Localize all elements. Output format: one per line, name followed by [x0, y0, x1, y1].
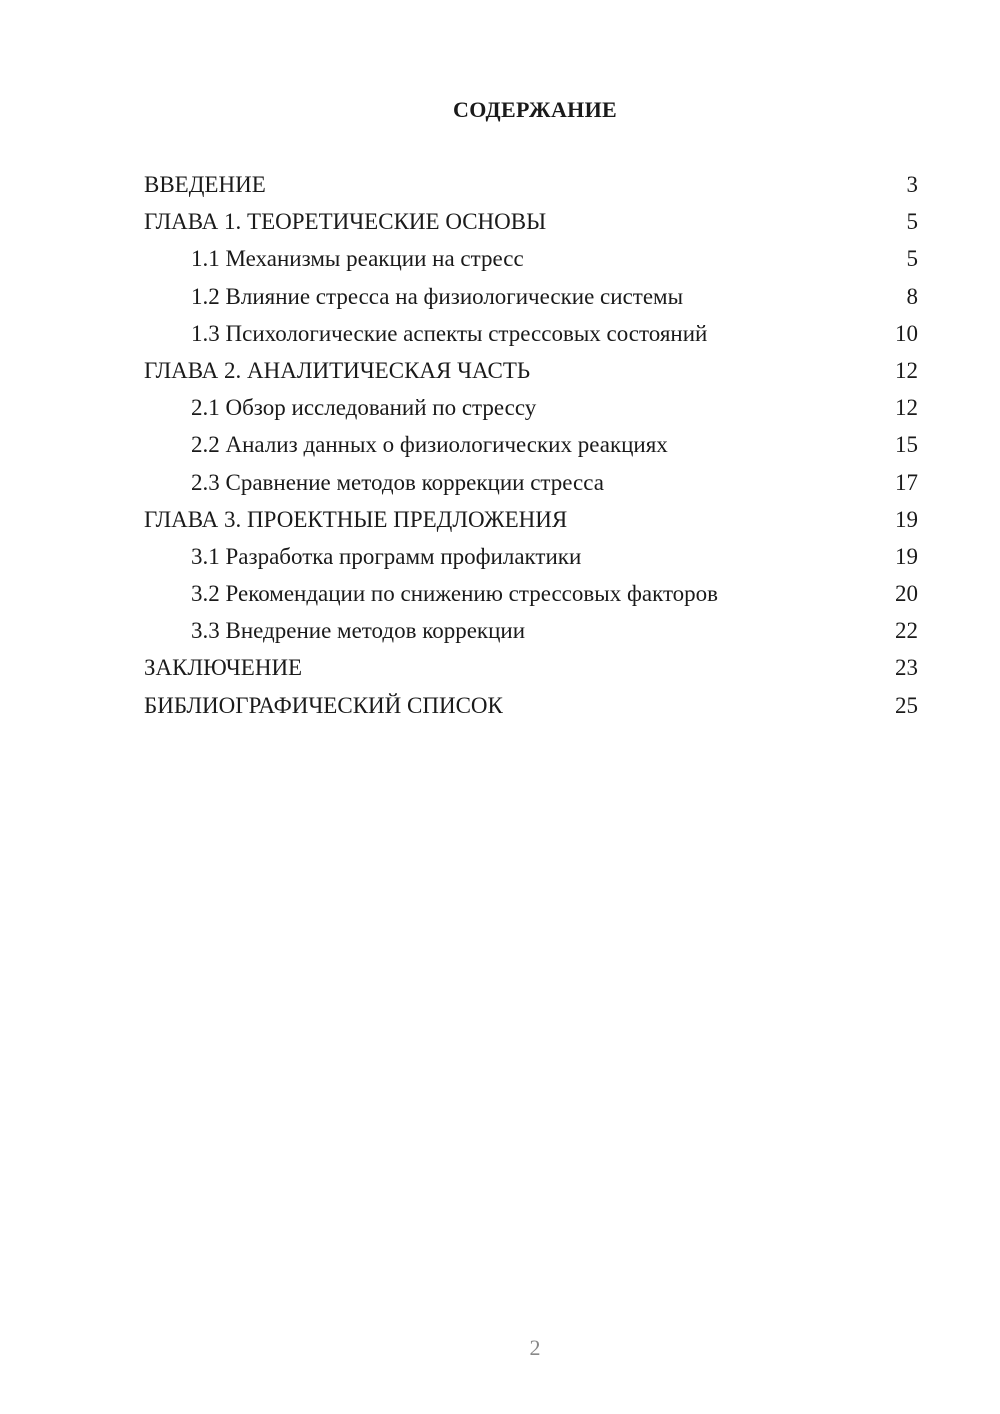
toc-entry-page: 5 [906, 209, 918, 235]
page-number: 2 [529, 1335, 541, 1360]
toc-entry-label: ГЛАВА 2. АНАЛИТИЧЕСКАЯ ЧАСТЬ [144, 357, 531, 383]
page-title: СОДЕРЖАНИЕ [453, 97, 617, 122]
toc-subentry [144, 538, 920, 575]
toc-subentry [144, 575, 920, 612]
toc-subentry [144, 278, 920, 315]
toc-entry-label: 3.1 Разработка программ профилактики [191, 543, 582, 569]
toc-entry-label: ГЛАВА 1. ТЕОРЕТИЧЕСКИЕ ОСНОВЫ [144, 209, 547, 235]
toc-entry-label: 3.3 Внедрение методов коррекции [191, 618, 526, 644]
toc-entry-page: 3 [906, 172, 918, 197]
toc-entry [144, 687, 920, 724]
toc-entry-page: 12 [895, 395, 918, 421]
toc-entry-page: 10 [895, 320, 918, 346]
toc-entry-page: 12 [895, 357, 918, 383]
toc-entry [144, 166, 920, 203]
toc-entry [144, 649, 920, 686]
toc-entry [144, 352, 920, 389]
toc-entry-page: 23 [895, 655, 918, 681]
toc-entry-label: 3.2 Рекомендации по снижению стрессовых факторов [191, 581, 719, 607]
toc-entry-page: 20 [895, 581, 918, 607]
toc-subentry [144, 389, 920, 426]
table-of-contents [144, 166, 920, 724]
toc-entry-page: 17 [895, 469, 918, 495]
toc-entry-page: 19 [895, 543, 918, 569]
toc-entry-label: 2.3 Сравнение методов коррекции стресса [191, 469, 604, 495]
toc-entry-label: 1.2 Влияние стресса на физиологические системы [191, 283, 684, 309]
toc-entry-page: 19 [895, 506, 918, 532]
toc-subentry [144, 426, 920, 463]
toc-entry-page: 5 [906, 246, 918, 272]
toc-entry-page: 8 [906, 283, 918, 309]
toc-entry-page: 22 [895, 618, 918, 644]
toc-subentry [144, 240, 920, 277]
toc-entry-label: ГЛАВА 3. ПРОЕКТНЫЕ ПРЕДЛОЖЕНИЯ [144, 506, 568, 532]
toc-entry [144, 203, 920, 240]
toc-entry-label: 1.3 Психологические аспекты стрессовых состояний [191, 320, 708, 346]
toc-entry-label: БИБЛИОГРАФИЧЕСКИЙ СПИСОК [144, 692, 503, 718]
toc-entry-page: 25 [895, 692, 918, 718]
toc-entry-label: 1.1 Механизмы реакции на стресс [191, 246, 524, 272]
toc-entry [144, 501, 920, 538]
toc-entry-label: ВВЕДЕНИЕ [144, 172, 266, 197]
toc-subentry [144, 612, 920, 649]
toc-entry-label: ЗАКЛЮЧЕНИЕ [144, 655, 303, 681]
toc-entry-page: 15 [895, 432, 918, 458]
toc-entry-label: 2.1 Обзор исследований по стрессу [191, 395, 537, 421]
toc-subentry [144, 315, 920, 352]
toc-entry-label: 2.2 Анализ данных о физиологических реакциях [191, 432, 668, 458]
toc-subentry [144, 464, 920, 501]
